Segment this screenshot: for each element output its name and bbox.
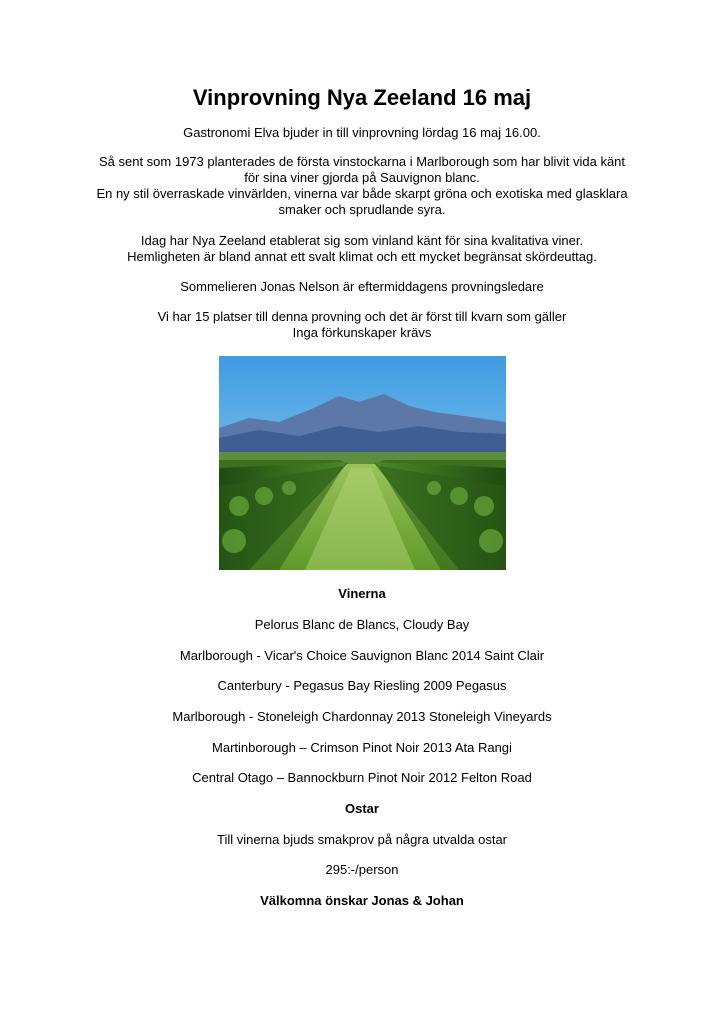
today-line-1: Idag har Nya Zeeland etablerat sig som vinland känt för sina kvalitativa viner. — [140, 233, 584, 248]
wines-heading: Vinerna — [338, 586, 386, 601]
history-line-1: Så sent som 1973 planterades de första vinstockarna i Marlborough som har blivit vida känt — [98, 154, 626, 169]
wine-item-2: Marlborough - Vicar's Choice Sauvignon Blanc 2014 Saint Clair — [179, 648, 545, 663]
wine-item-6: Central Otago – Bannockburn Pinot Noir 2012 Felton Road — [192, 770, 532, 785]
vineyard-photo — [219, 356, 506, 570]
seats-line-1: Vi har 15 platser till denna provning och det är först till kvarn som gäller — [157, 309, 567, 324]
sommelier-text: Sommelieren Jonas Nelson är eftermiddagens provningsledare — [180, 279, 544, 294]
seats-line-2: Inga förkunskaper krävs — [292, 325, 432, 340]
page-title: Vinprovning Nya Zeeland 16 maj — [192, 85, 532, 110]
today-line-2: Hemligheten är bland annat ett svalt klimat och ett mycket begränsat skördeuttag. — [127, 249, 597, 264]
price-text: 295:-/person — [325, 862, 399, 877]
closing-text: Välkomna önskar Jonas & Johan — [260, 893, 464, 908]
wine-item-3: Canterbury - Pegasus Bay Riesling 2009 Pegasus — [217, 678, 507, 693]
history-line-2: för sina viner gjorda på Sauvignon blanc. — [244, 170, 480, 185]
cheese-heading: Ostar — [345, 801, 379, 816]
wine-item-1: Pelorus Blanc de Blancs, Cloudy Bay — [254, 617, 470, 632]
wine-item-5: Martinborough – Crimson Pinot Noir 2013 Ata Rangi — [212, 740, 512, 755]
cheese-text: Till vinerna bjuds smakprov på några utvalda ostar — [217, 832, 507, 847]
history-line-4: smaker och sprudlande syra. — [278, 202, 446, 217]
wine-item-4: Marlborough - Stoneleigh Chardonnay 2013 Stoneleigh Vineyards — [172, 709, 552, 724]
history-line-3: En ny stil överraskade vinvärlden, vinerna var både skarpt gröna och exotiska med glasklara — [96, 186, 628, 201]
intro-text: Gastronomi Elva bjuder in till vinprovning lördag 16 maj 16.00. — [183, 125, 541, 140]
